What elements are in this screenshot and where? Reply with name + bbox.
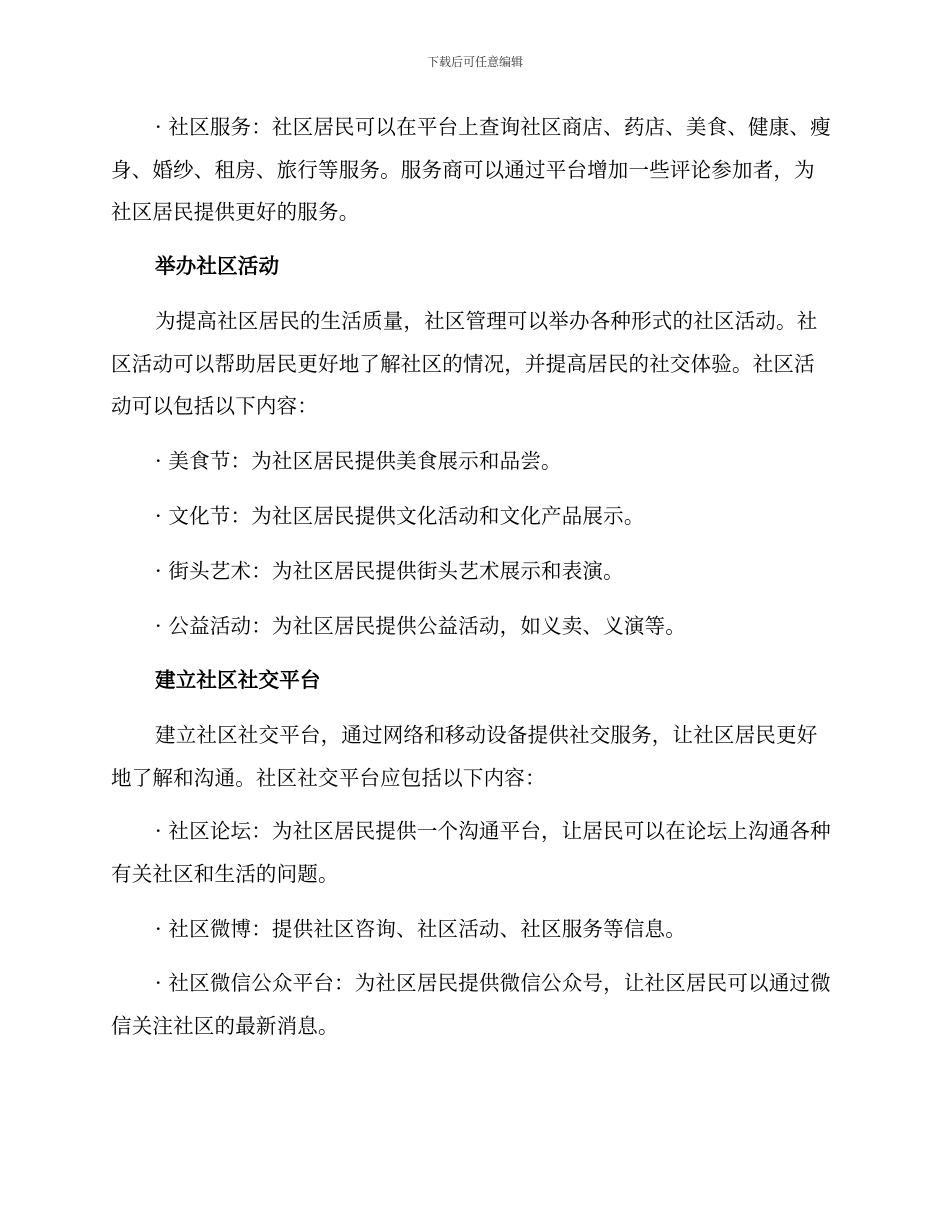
bullet-street-art: · 街头艺术：为社区居民提供街头艺术展示和表演。 [155,559,624,583]
bullet-wechat-platform: · 社区微信公众平台：为社区居民提供微信公众号，让社区居民可以通过微信关注社区的最新消息。 [111,971,831,1038]
bullet-community-forum: · 社区论坛：为社区居民提供一个沟通平台，让居民可以在论坛上沟通各种有关社区和生活的问题。 [111,819,831,886]
social-platform-intro-paragraph: 建立社区社交平台，通过网络和移动设备提供社交服务，让社区居民更好地了解和沟通。社区社交平台应包括以下内容： [111,723,818,790]
service-bullet: · 社区服务：社区居民可以在平台上查询社区商店、药店、美食、健康、瘦身、婚纱、租房、旅行等服务。服务商可以通过平台增加一些评论参加者，为社区居民提供更好的服务。 [111,115,831,225]
bullet-food-festival: · 美食节：为社区居民提供美食展示和品尝。 [155,449,562,473]
activities-intro-paragraph: 为提高社区居民的生活质量，社区管理可以举办各种形式的社区活动。社区活动可以帮助居民更好地了解社区的情况，并提高居民的社交体验。社区活动可以包括以下内容： [111,309,818,419]
heading-community-activities: 举办社区活动 [155,254,280,278]
bullet-culture-festival: · 文化节：为社区居民提供文化活动和文化产品展示。 [155,504,645,528]
bullet-charity-activities: · 公益活动：为社区居民提供公益活动，如义卖、义演等。 [155,614,686,638]
bullet-community-weibo: · 社区微博：提供社区咨询、社区活动、社区服务等信息。 [155,917,686,941]
heading-social-platform: 建立社区社交平台 [155,668,321,692]
page-header-note: 下载后可任意编辑 [426,55,523,69]
